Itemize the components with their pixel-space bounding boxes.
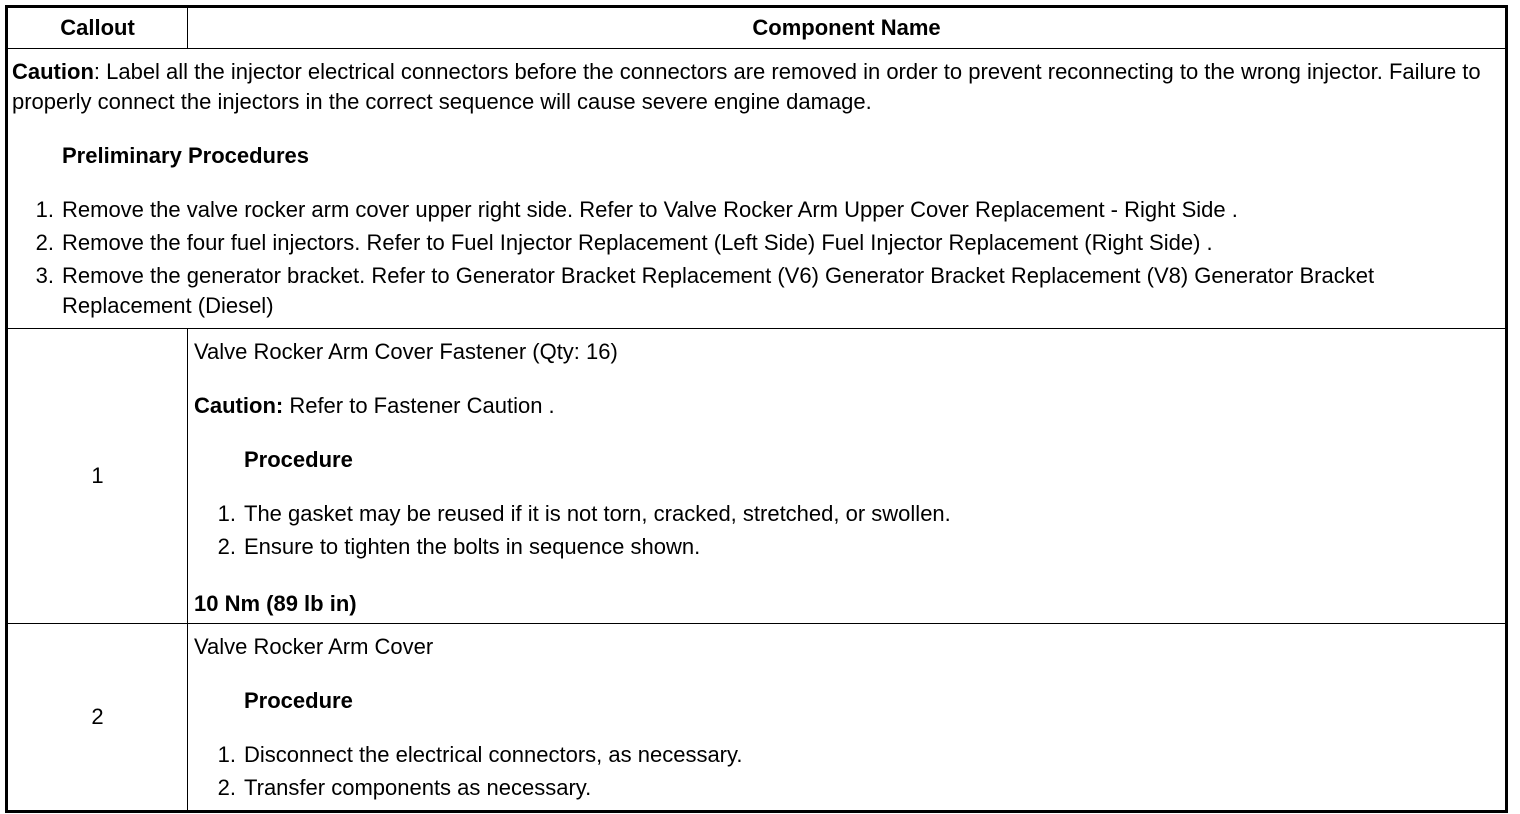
step-number: 2.	[35, 230, 54, 255]
intro-caution	[12, 57, 1501, 117]
step-text: Remove the valve rocker arm cover upper right side. Refer to Valve Rocker Arm Upper Cover Replacement - Right Side .	[62, 197, 1238, 222]
preliminary-steps	[12, 195, 1501, 321]
step-text: Transfer components as necessary.	[244, 775, 592, 800]
list-item	[194, 499, 1499, 529]
caution-text: Refer to Fastener Caution .	[283, 393, 555, 418]
list-item	[12, 228, 1501, 258]
procedure-steps	[194, 740, 1499, 803]
component-caution	[194, 391, 1499, 421]
callout-cell: 1	[8, 329, 188, 623]
caution-label: Caution:	[194, 393, 284, 418]
step-number: 3.	[35, 263, 54, 288]
list-item	[12, 261, 1501, 321]
list-item	[194, 740, 1499, 770]
step-text: Remove the generator bracket. Refer to Generator Bracket Replacement (V6) Generator Bracket Replacement (V8) Generator Bracket Replacement (Diesel)	[62, 263, 1375, 318]
caution-text: : Label all the injector electrical connectors before the connectors are removed in order to prevent reconnecting to the wrong injector. Failure to properly connect the injectors in the correct sequence will cause severe engine damage.	[12, 59, 1481, 114]
table-row	[8, 328, 1505, 623]
table-row	[8, 623, 1505, 810]
step-number: 2.	[217, 534, 236, 559]
step-text: Ensure to tighten the bolts in sequence shown.	[244, 534, 701, 559]
procedure-title: Procedure	[244, 447, 353, 472]
caution-label: Caution	[12, 59, 94, 84]
step-number: 1.	[217, 501, 236, 526]
step-text: Remove the four fuel injectors. Refer to Fuel Injector Replacement (Left Side) Fuel Injector Replacement (Right Side) .	[62, 230, 1213, 255]
procedure-title: Procedure	[244, 688, 353, 713]
callout-cell: 2	[8, 624, 188, 810]
component-cell	[188, 624, 1505, 810]
list-item	[12, 195, 1501, 225]
step-text: Disconnect the electrical connectors, as necessary.	[244, 742, 743, 767]
list-item	[194, 532, 1499, 562]
step-text: The gasket may be reused if it is not torn, cracked, stretched, or swollen.	[244, 501, 951, 526]
component-name: Valve Rocker Arm Cover Fastener (Qty: 16)	[194, 339, 618, 364]
step-number: 2.	[217, 775, 236, 800]
component-name: Valve Rocker Arm Cover	[194, 634, 434, 659]
header-callout: Callout	[8, 8, 188, 48]
table-header	[8, 8, 1505, 48]
intro-cell	[8, 49, 1505, 328]
preliminary-title: Preliminary Procedures	[62, 143, 310, 168]
header-component-name: Component Name	[752, 15, 941, 40]
component-cell	[188, 329, 1505, 623]
torque-spec: 10 Nm (89 lb in)	[194, 591, 357, 616]
component-table	[5, 5, 1508, 813]
procedure-steps	[194, 499, 1499, 562]
list-item	[194, 773, 1499, 803]
step-number: 1.	[35, 197, 54, 222]
intro-row	[8, 48, 1505, 328]
step-number: 1.	[217, 742, 236, 767]
